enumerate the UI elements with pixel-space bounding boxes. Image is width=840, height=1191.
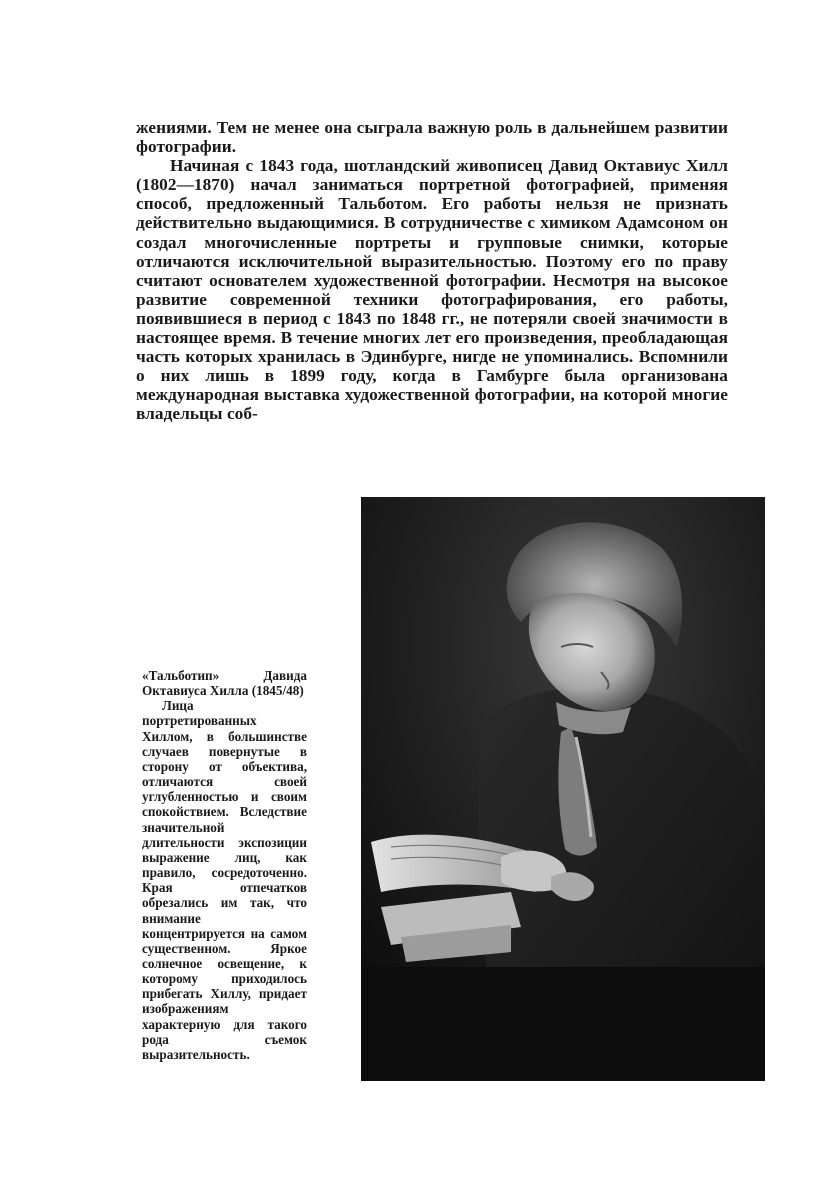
caption-title: «Тальботип» Давида Октавиуса Хилла (1845/48) — [142, 668, 307, 699]
portrait-image — [361, 497, 765, 1081]
paragraph-continuation: жениями. Тем не менее она сыграла важную роль в дальнейшем развитии фотографии. — [136, 118, 728, 157]
article-text — [136, 118, 728, 424]
photo-caption — [142, 668, 307, 1062]
caption-body: Лица портретированных Хиллом, в большинстве случаев повернутые в сторону от объектива, отличаются своей углубленностью и своим спокойствием. Вследствие значительной длительности экспозиции выражение лиц, как правило, сосредоточенно. Края отпечатков обрезались им так, что внимание концентрируется на самом существенном. Яркое солнечное освещение, к которому приходилось прибегать Хиллу, придает изображениям характерную для такого рода съемок выразительность. — [142, 698, 307, 1062]
portrait-photo — [361, 497, 765, 1081]
paragraph-hill: Начиная с 1843 года, шотландский живописец Давид Октавиус Хилл (1802—1870) начал заниматься портретной фотографией, применяя способ, предложенный Тальботом. Его работы нельзя не признать действительно выдающимися. В сотрудничестве с химиком Адамсоном он создал многочисленные портреты и групповые снимки, которые отличаются исключительной выразительностью. Поэтому его по праву считают основателем художественной фотографии. Несмотря на высокое развитие современной техники фотографирования, его работы, появившиеся в период с 1843 по 1848 гг., не потеряли своей значимости в настоящее время. В течение многих лет его произведения, преобладающая часть которых хранилась в Эдинбурге, нигде не упоминались. Вспомнили о них лишь в 1899 году, когда в Гамбурге была организована международная выставка художественной фотографии, на которой многие владельцы соб- — [136, 156, 728, 424]
